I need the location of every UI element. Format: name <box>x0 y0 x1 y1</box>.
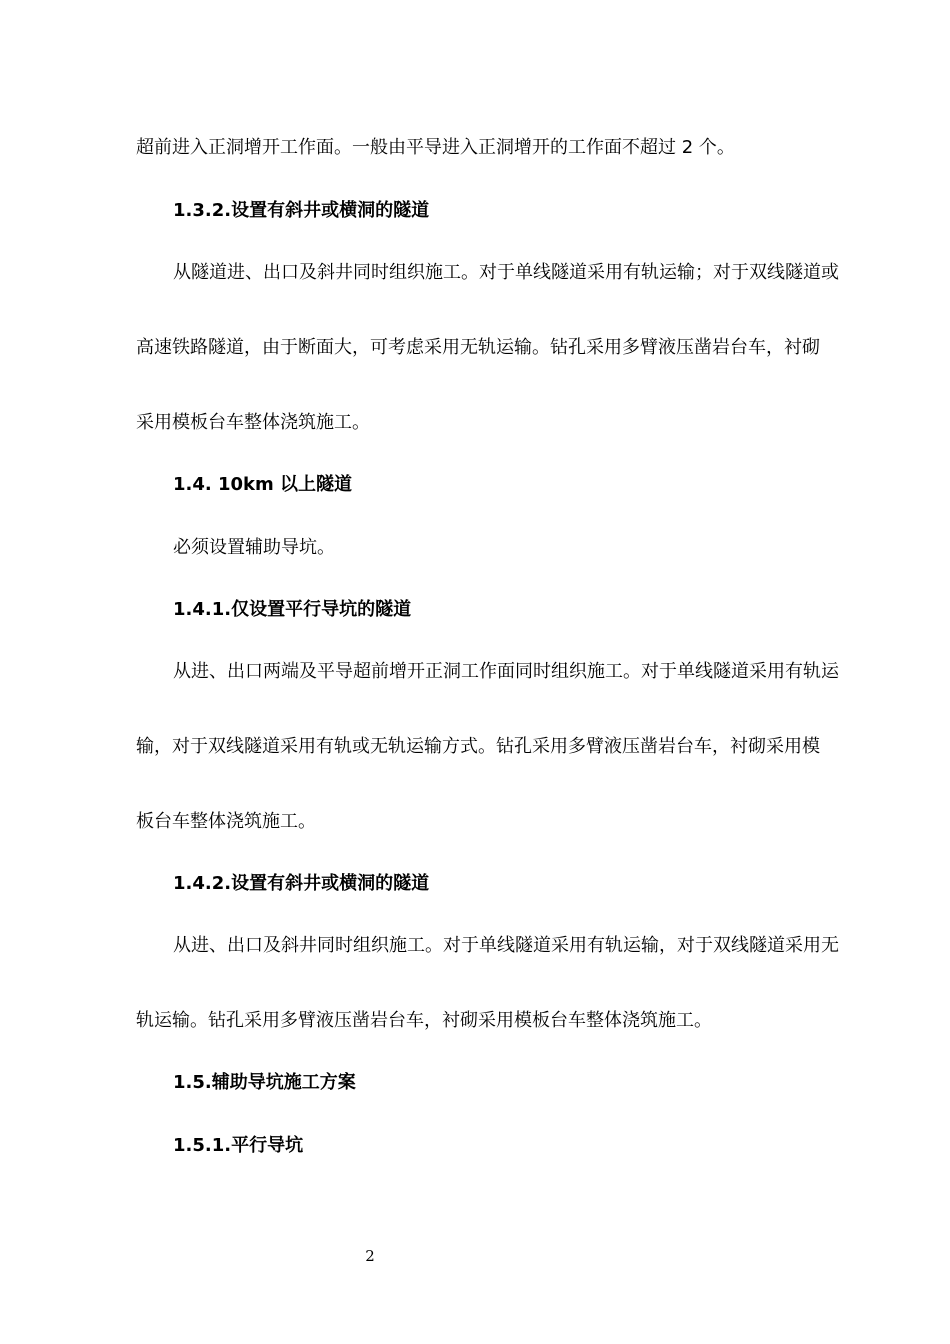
body-text-line: 高速铁路隧道，由于断面大，可考虑采用无轨运输。钻孔采用多臂液压凿岩台车，衬砌 <box>136 337 820 358</box>
body-text-line: 必须设置辅助导坑。 <box>173 537 335 558</box>
body-text-line: 板台车整体浇筑施工。 <box>136 811 316 832</box>
body-text-line: 从隧道进、出口及斜井同时组织施工。对于单线隧道采用有轨运输；对于双线隧道或 <box>173 262 839 283</box>
body-text-line: 从进、出口及斜井同时组织施工。对于单线隧道采用有轨运输，对于双线隧道采用无 <box>173 935 839 956</box>
section-heading: 1.3.2.设置有斜井或横洞的隧道 <box>173 200 430 221</box>
body-text-line: 采用模板台车整体浇筑施工。 <box>136 412 370 433</box>
body-text-line: 超前进入正洞增开工作面。一般由平导进入正洞增开的工作面不超过 2 个。 <box>136 137 735 158</box>
section-heading: 1.4. 10km 以上隧道 <box>173 474 353 495</box>
body-text-line: 输，对于双线隧道采用有轨或无轨运输方式。钻孔采用多臂液压凿岩台车，衬砌采用模 <box>136 736 820 757</box>
body-text-line: 轨运输。钻孔采用多臂液压凿岩台车，衬砌采用模板台车整体浇筑施工。 <box>136 1010 712 1031</box>
page-number: 2 <box>365 1247 375 1265</box>
section-heading: 1.4.2.设置有斜井或横洞的隧道 <box>173 873 430 894</box>
section-heading: 1.5.辅助导坑施工方案 <box>173 1072 356 1093</box>
section-heading: 1.5.1.平行导坑 <box>173 1135 304 1156</box>
section-heading: 1.4.1.仅设置平行导坑的隧道 <box>173 599 412 620</box>
body-text-line: 从进、出口两端及平导超前增开正洞工作面同时组织施工。对于单线隧道采用有轨运 <box>173 661 839 682</box>
